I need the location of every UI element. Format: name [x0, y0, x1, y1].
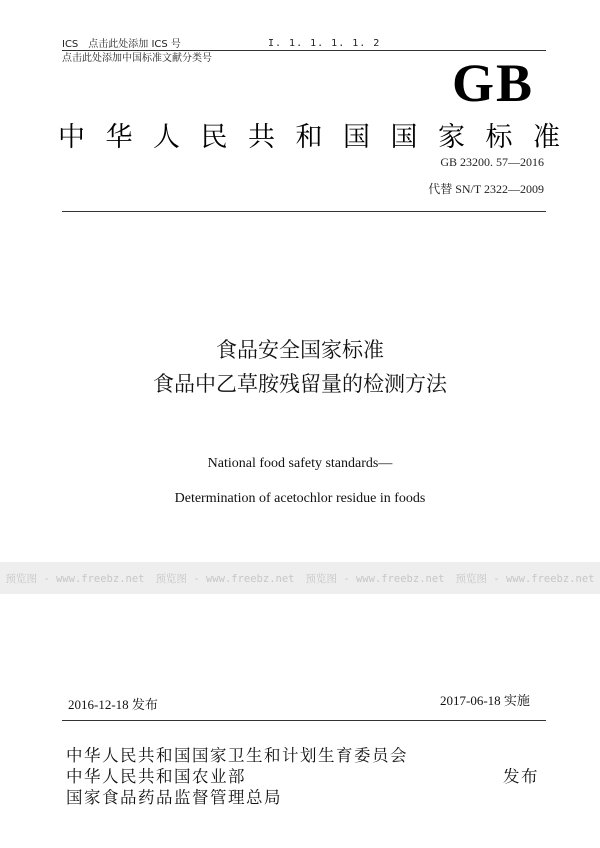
- watermark-text: 预览图 - www.freebz.net: [455, 572, 595, 585]
- publish-label: 发布: [503, 767, 539, 786]
- implementation-date: 2017-06-18 实施: [440, 693, 530, 708]
- title-en-line2: Determination of acetochlor residue in foods: [174, 491, 426, 506]
- top-divider: [62, 50, 546, 51]
- issuer-line3: 国家食品药品监督管理总局: [66, 788, 282, 807]
- replaces-standard: 代替 SN/T 2322—2009: [428, 182, 544, 196]
- issuer-line1: 中华人民共和国国家卫生和计划生育委员会: [66, 746, 408, 765]
- issue-date: 2016-12-18 发布: [68, 697, 158, 712]
- ccs-code: I. 1. 1. 1. 1. 2: [268, 38, 381, 49]
- watermark-band: [0, 562, 600, 594]
- ics-placeholder-link[interactable]: 点击此处添加 ICS 号: [88, 39, 181, 50]
- watermark-text: 预览图 - www.freebz.net: [5, 572, 145, 585]
- issuer-line2: 中华人民共和国农业部: [66, 767, 246, 786]
- header-divider: [62, 211, 546, 212]
- ccs-placeholder-link[interactable]: 点击此处添加中国标准文献分类号: [62, 53, 212, 64]
- watermark-text: 预览图 - www.freebz.net: [305, 572, 445, 585]
- gb-logo: GB: [452, 53, 535, 113]
- title-en-line1: National food safety standards—: [207, 456, 393, 471]
- national-standard-heading: 中华人民共和国国家标准: [58, 122, 581, 153]
- classification-block: [62, 38, 212, 66]
- standard-number: GB 23200. 57—2016: [440, 155, 544, 169]
- watermark-text: 预览图 - www.freebz.net: [155, 572, 295, 585]
- title-cn-line2: 食品中乙草胺残留量的检测方法: [153, 372, 447, 396]
- ics-label: ICS: [62, 39, 79, 50]
- date-divider: [62, 720, 546, 721]
- title-cn-line1: 食品安全国家标准: [216, 338, 384, 362]
